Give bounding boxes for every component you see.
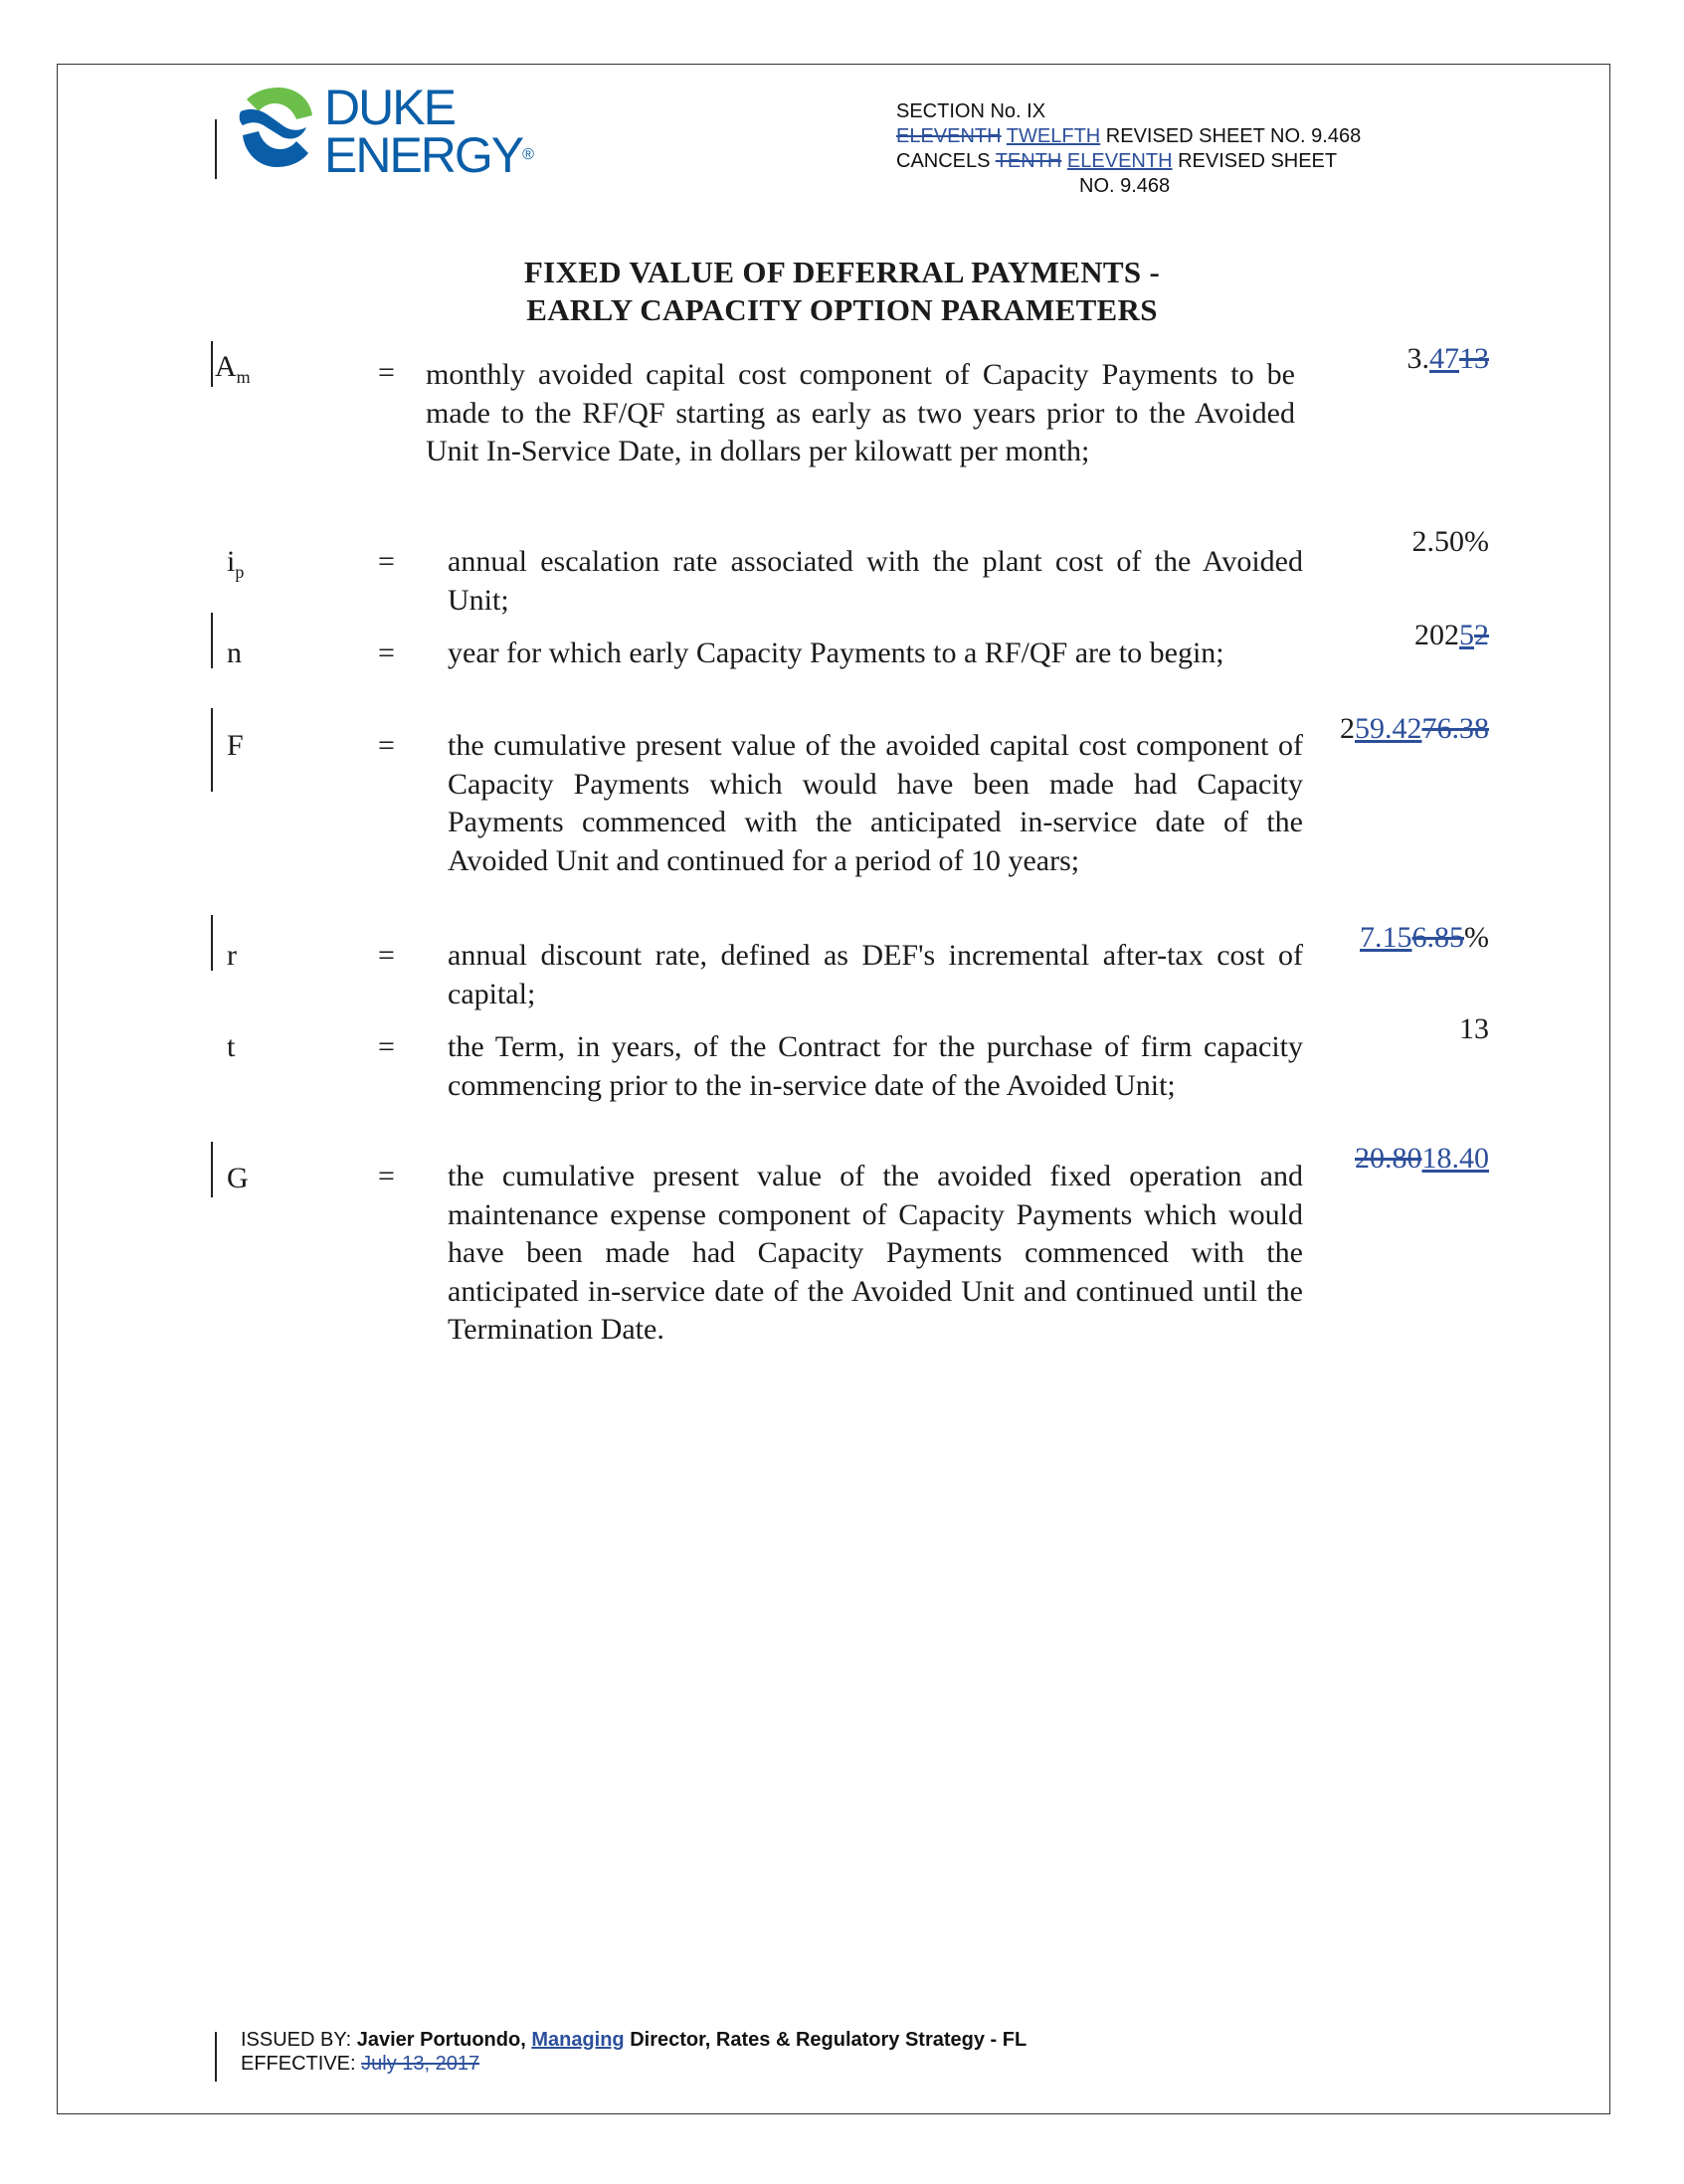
- revision-bar: [215, 2032, 217, 2082]
- equals-sign: =: [378, 939, 395, 972]
- issued-name: Javier Portuondo,: [356, 2029, 526, 2051]
- revision-bar: [211, 915, 213, 971]
- desc-r: annual discount rate, defined as DEF's incremental after-tax cost of capital;: [448, 939, 1303, 1010]
- desc-am: monthly avoided capital cost component of Capacity Payments to be made to the RF/QF starting as early as two years prior to the Avoided Unit In-Service Date, in dollars per kilowatt per month;: [426, 358, 1295, 467]
- symbol-r: r: [227, 939, 237, 972]
- title-line1: FIXED VALUE OF DEFERRAL PAYMENTS -: [523, 255, 1161, 289]
- desc-n: year for which early Capacity Payments to a RF/QF are to begin;: [448, 637, 1224, 669]
- value-f: 259.4276.38: [1340, 712, 1489, 745]
- cancels-line: [896, 149, 1361, 174]
- symbol-t: t: [227, 1030, 236, 1063]
- cancels-prefix: CANCELS: [896, 150, 991, 172]
- revised-inserted: TWELFTH: [1006, 125, 1101, 147]
- managing-link[interactable]: Managing: [531, 2029, 625, 2051]
- duke-energy-logo: [227, 80, 534, 189]
- equals-sign: =: [378, 637, 395, 669]
- symbol-am: $A_m$: [215, 350, 251, 387]
- equals-sign: =: [378, 1030, 395, 1063]
- equals-sign: =: [378, 356, 395, 389]
- revision-bar: [211, 708, 213, 792]
- logo-wordmark: [324, 80, 534, 183]
- revised-rest: REVISED SHEET NO. 9.468: [1105, 125, 1362, 147]
- value-n: 20252: [1414, 619, 1489, 651]
- value-g: 20.8018.40: [1355, 1142, 1489, 1175]
- footer: [241, 2028, 1027, 2076]
- sheet-header: [896, 99, 1361, 199]
- title-line2: EARLY CAPACITY OPTION PARAMETERS: [526, 292, 1158, 327]
- revised-deleted: ELEVENTH: [896, 125, 1002, 147]
- desc-g: the cumulative present value of the avoided fixed operation and maintenance expense component of Capacity Payments which would have been made had Capacity Payments commenced with the anticipated in-service date of the Avoided Unit and continued until the Termination Date.: [448, 1160, 1303, 1346]
- duke-energy-swirl-icon: [227, 80, 322, 175]
- effective-line: [241, 2052, 1027, 2076]
- symbol-g: G: [227, 1162, 249, 1194]
- revision-bar: [211, 341, 213, 387]
- revision-bar: [211, 1142, 213, 1197]
- page-title: [0, 254, 1684, 329]
- value-t: 13: [1459, 1012, 1489, 1045]
- revised-sheet-line: [896, 124, 1361, 149]
- cancels-rest: REVISED SHEET: [1178, 150, 1338, 172]
- issued-title: Director, Rates & Regulatory Strategy - FL: [630, 2029, 1028, 2051]
- cancels-line3: NO. 9.468: [1079, 175, 1171, 197]
- cancels-deleted: TENTH: [995, 150, 1062, 172]
- cancels-inserted: ELEVENTH: [1066, 150, 1173, 172]
- value-am: 3.4713: [1406, 342, 1489, 375]
- symbol-f: F: [227, 729, 244, 762]
- value-r: 7.156.85%: [1360, 921, 1489, 954]
- value-ip: 2.50%: [1411, 525, 1489, 558]
- symbol-n: n: [227, 637, 242, 669]
- logo-registered-mark: ®: [522, 146, 534, 163]
- equals-sign: =: [378, 545, 395, 578]
- effective-label: EFFECTIVE:: [241, 2053, 356, 2075]
- desc-f: the cumulative present value of the avoided capital cost component of Capacity Payments which would have been made had Capacity Payments commenced with the anticipated in-service date of the Avoided Unit and continued for a period of 10 years;: [448, 729, 1303, 877]
- effective-date-deleted: July 13, 2017: [361, 2053, 480, 2075]
- logo-line1: DUKE: [324, 80, 455, 135]
- equals-sign: =: [378, 1160, 395, 1192]
- desc-ip: annual escalation rate associated with the plant cost of the Avoided Unit;: [448, 545, 1303, 617]
- issued-by-line: [241, 2028, 1027, 2052]
- revision-bar: [211, 613, 213, 668]
- logo-line2: ENERGY: [324, 127, 523, 183]
- equals-sign: =: [378, 729, 395, 762]
- desc-t: the Term, in years, of the Contract for the purchase of firm capacity commencing prior to the in-service date of the Avoided Unit;: [448, 1030, 1303, 1102]
- revision-bar: [215, 119, 217, 179]
- section-line: SECTION No. IX: [896, 100, 1046, 122]
- symbol-ip: $i_p$: [227, 545, 245, 582]
- issued-label: ISSUED BY:: [241, 2029, 352, 2051]
